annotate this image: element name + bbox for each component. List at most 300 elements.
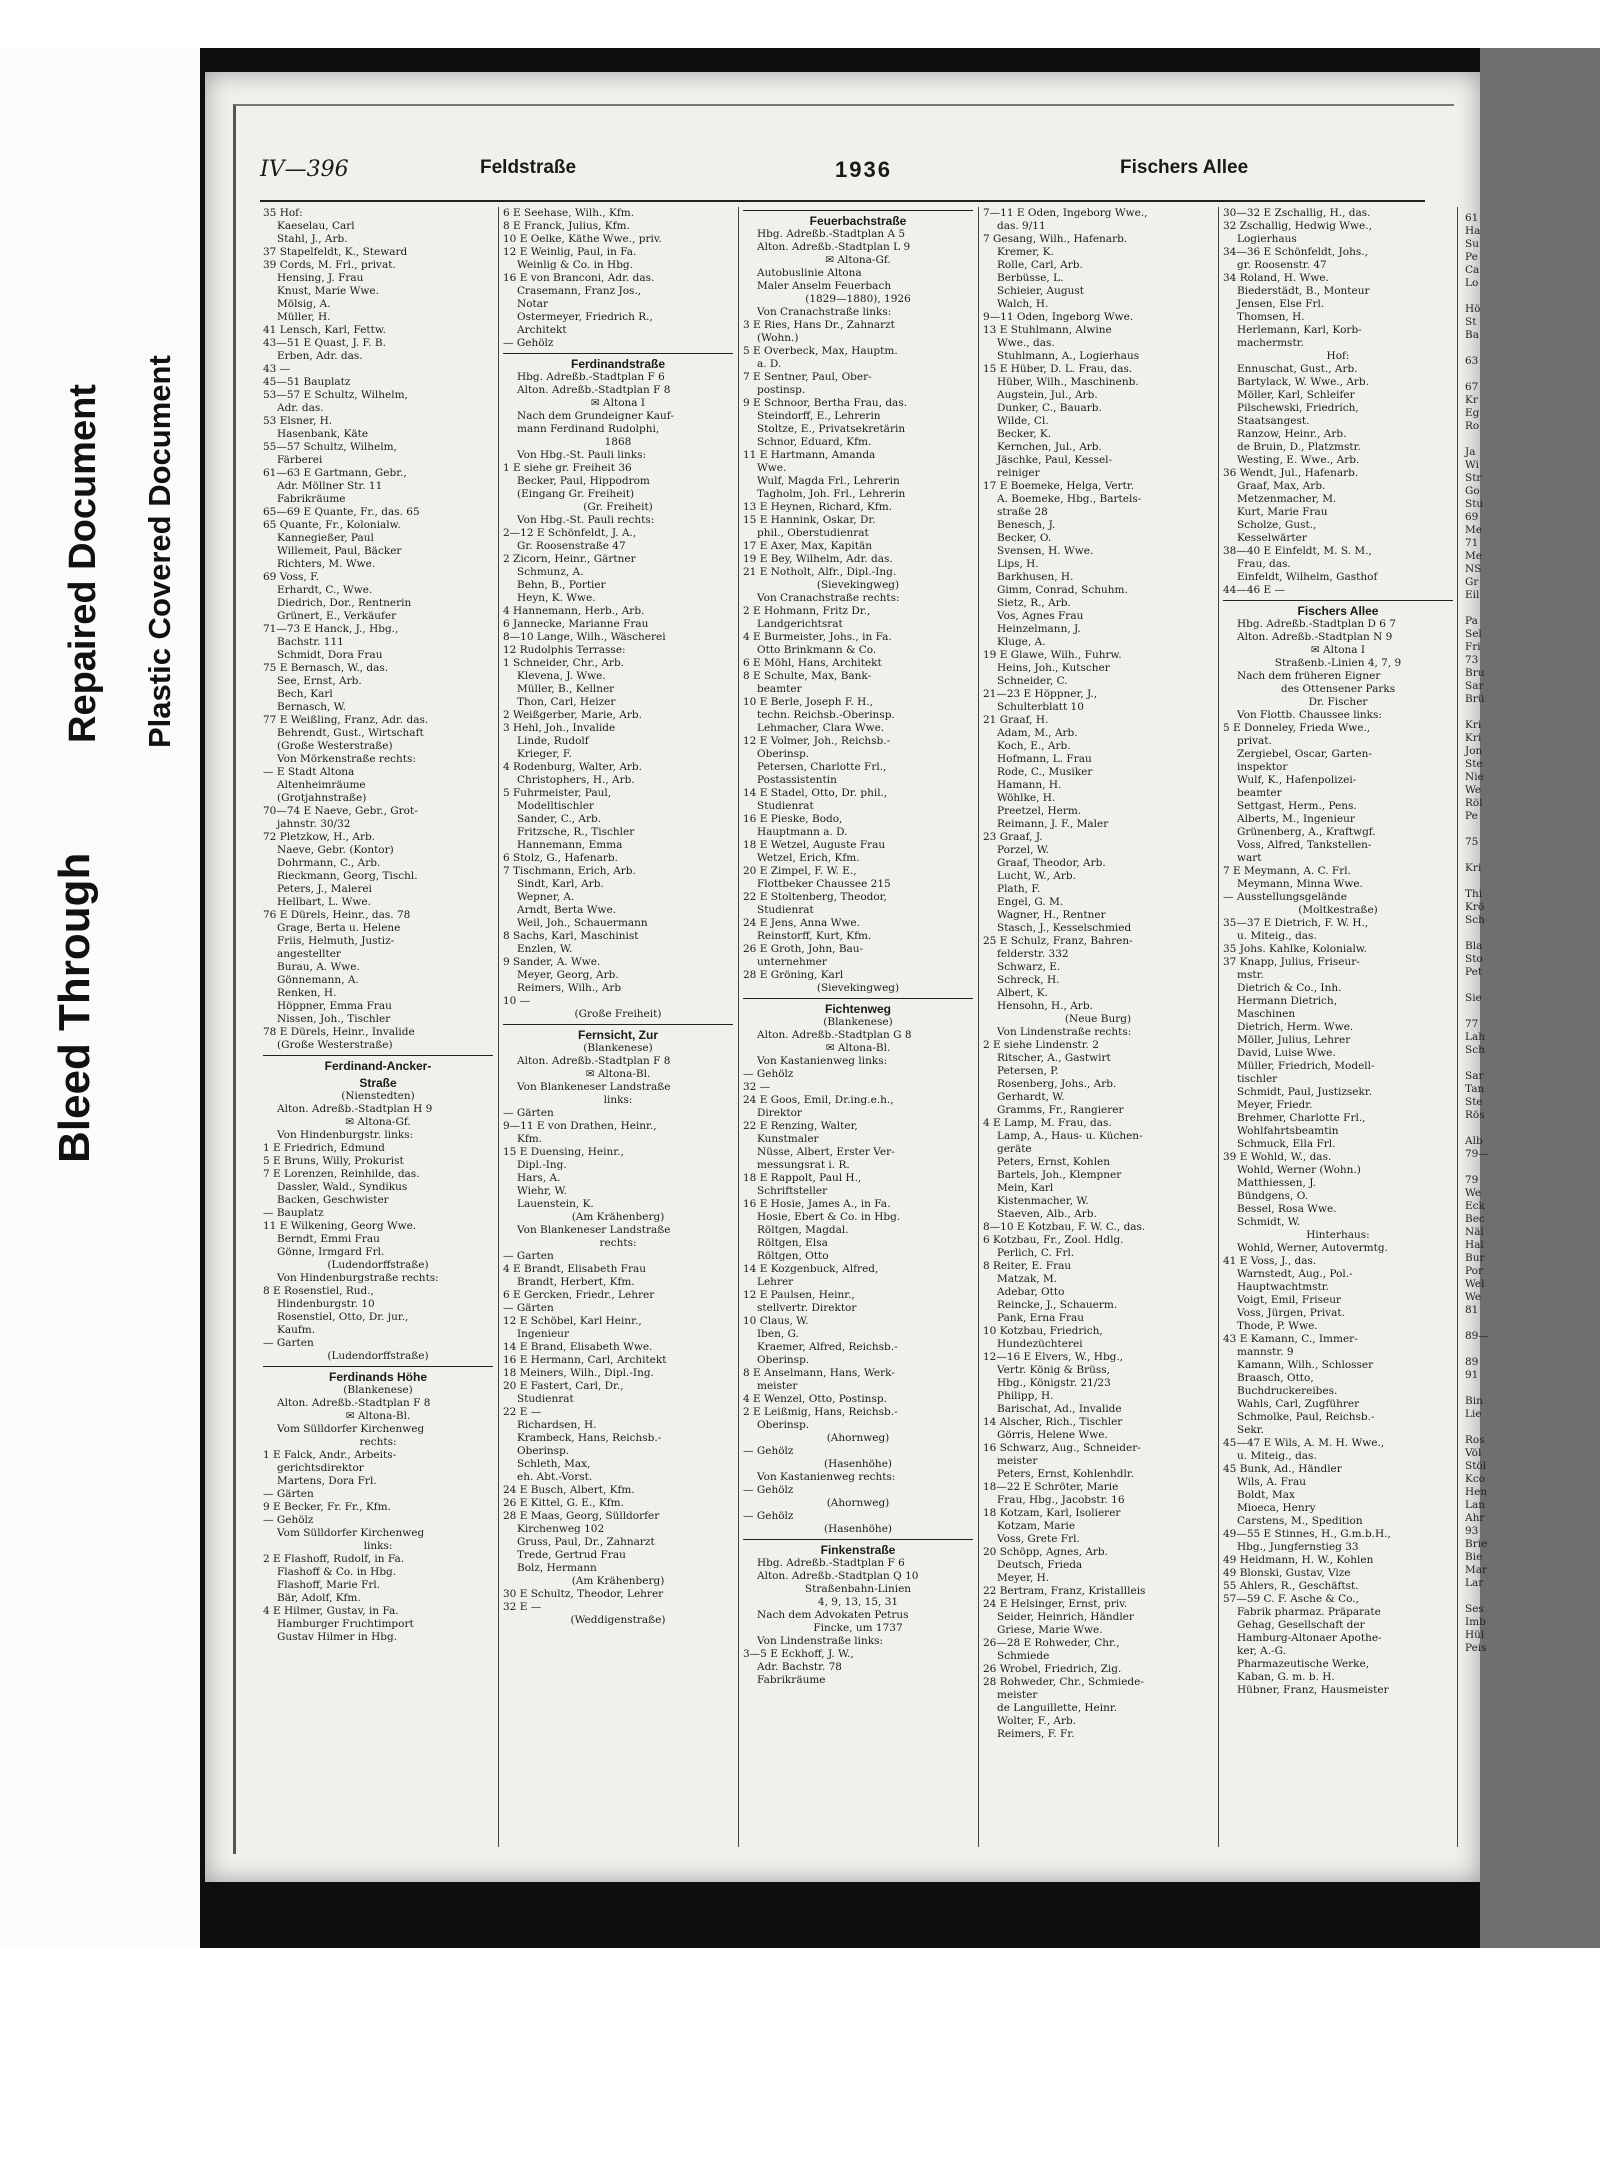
house-number-entry: 8—10 Lange, Wilh., Wäscherei [503,631,666,643]
adjacent-fragment: Wi [1465,459,1479,471]
adjacent-fragment: Me [1465,550,1482,562]
resident-entry: Wagner, H., Rentner [997,909,1106,921]
resident-entry: Röltgen, Otto [757,1250,829,1262]
resident-entry: Von Lindenstraße rechts: [997,1026,1132,1038]
resident-entry: Koch, E., Arb. [997,740,1071,752]
resident-entry: Otto Brinkmann & Co. [757,644,877,656]
house-number-entry: 19 E Bey, Wilhelm, Adr. das. [743,553,893,565]
house-number-entry: 18 Meiners, Wilh., Dipl.-Ing. [503,1367,654,1379]
adjacent-fragment: Thi [1465,888,1483,900]
adjacent-fragment: Pe [1465,251,1478,263]
house-number-entry: — Gehölz [263,1514,314,1526]
resident-entry: Von Flottb. Chaussee links: [1237,709,1382,721]
resident-entry: de Bruin, D., Platzmstr. [1237,441,1361,453]
directory-note: Dr. Fischer [1308,696,1368,708]
adjacent-fragment [1465,342,1525,355]
house-number-entry: 12 E Schöbel, Karl Heinr., [503,1315,642,1327]
resident-entry: Steindorff, E., Lehrerin [757,410,881,422]
resident-entry: Ostermeyer, Friedrich R., [517,311,653,323]
resident-entry: Grage, Berta u. Helene [277,922,401,934]
resident-entry: Von Kastanienweg rechts: [757,1471,896,1483]
house-number-entry: 16 E Hermann, Carl, Architekt [503,1354,667,1366]
directory-note: Straßenb.-Linien 4, 7, 9 [1274,657,1402,669]
house-number-entry: 8 Reiter, E. Frau [983,1260,1072,1272]
house-number-entry: 22 E Stoltenberg, Theodor, [743,891,887,903]
resident-entry: Wwe., das. [997,337,1055,349]
directory-note: 4, 9, 13, 15, 31 [817,1596,899,1608]
adjacent-fragment: Stöl [1465,1460,1487,1472]
resident-entry: Kistenmacher, W. [997,1195,1089,1207]
resident-entry: Frau, das. [1237,558,1291,570]
adjacent-fragment: 93 [1465,1525,1479,1537]
house-number-entry: 70—74 E Naeve, Gebr., Grot- [263,805,418,817]
house-number-entry: 13 E Heynen, Richard, Kfm. [743,501,893,513]
resident-entry: Krieger, F. [517,748,572,760]
house-number-entry: 45 Bunk, Ad., Händler [1223,1463,1342,1475]
resident-entry: meister [997,1455,1038,1467]
adjacent-fragment: Peis [1465,1642,1487,1654]
directory-note: ✉ Altona-Bl. [585,1068,651,1080]
resident-entry: Wetzel, Erich, Kfm. [757,852,860,864]
resident-entry: Schmuck, Ella Frl. [1237,1138,1336,1150]
directory-note: 1868 [604,436,632,448]
house-number-entry: 1 Schneider, Chr., Arb. [503,657,625,669]
resident-entry: Müller, Friedrich, Modell- [1237,1060,1375,1072]
adjacent-fragment: Lan [1465,1499,1485,1511]
resident-entry: Hosie, Ebert & Co. in Hbg. [757,1211,901,1223]
directory-note: (Sievekingweg) [816,579,900,591]
resident-entry: Krambeck, Hans, Reichsb.- [517,1432,662,1444]
house-number-entry: 55 Ahlers, R., Geschäftst. [1223,1580,1359,1592]
adjacent-fragment: Gr [1465,576,1479,588]
street-heading: Finkenstraße [820,1544,896,1557]
resident-entry: Arndt, Berta Wwe. [517,904,617,916]
resident-entry: Hbg. Adreßb.-Stadtplan A 5 [757,228,906,240]
house-number-entry: 20 E Fastert, Carl, Dr., [503,1380,624,1392]
resident-entry: Adebar, Otto [997,1286,1065,1298]
house-number-entry: 24 E Jens, Anna Wwe. [743,917,860,929]
adjacent-fragment [1465,290,1525,303]
house-number-entry: 36 Wendt, Jul., Hafenarb. [1223,467,1359,479]
resident-entry: Fritzsche, R., Tischler [517,826,635,838]
section-rule [743,1539,973,1540]
resident-entry: Schieier, August [997,285,1084,297]
house-number-entry: 24 E Goos, Emil, Dr.ing.e.h., [743,1094,894,1106]
resident-entry: unternehmer [757,956,827,968]
resident-entry: Schmolke, Paul, Reichsb.- [1237,1411,1375,1423]
resident-entry: Hamann, H. [997,779,1062,791]
resident-entry: Dipl.-Ing. [517,1159,567,1171]
adjacent-fragment: Bur [1465,1252,1485,1264]
adjacent-fragment [1465,1590,1525,1603]
house-number-entry: 12 E Weinlig, Paul, in Fa. [503,246,637,258]
adjacent-fragment: Bie [1465,1551,1483,1563]
resident-entry: Studienrat [757,800,814,812]
adjacent-fragment: NS [1465,563,1482,575]
resident-entry: Alton. Adreßb.-Stadtplan H 9 [277,1103,433,1115]
adjacent-fragment: Sch [1465,914,1485,926]
resident-entry: Seider, Heinrich, Händler [997,1611,1134,1623]
house-number-entry: — Gehölz [503,337,554,349]
resident-entry: Schulterblatt 10 [997,701,1084,713]
resident-entry: Scholze, Gust., [1237,519,1317,531]
adjacent-fragment [1465,1057,1525,1070]
house-number-entry: 43 E Kamann, C., Immer- [1223,1333,1358,1345]
resident-entry: Berbüsse, L. [997,272,1064,284]
adjacent-fragment: Str [1465,472,1482,484]
resident-entry: Richardsen, H. [517,1419,597,1431]
resident-entry: Hbg., Königstr. 21/23 [997,1377,1111,1389]
resident-entry: u. Miteig., das. [1237,1450,1317,1462]
resident-entry: jahnstr. 30/32 [277,818,351,830]
adjacent-fragment: Brü [1465,693,1485,705]
resident-entry: Schleth, Max, [517,1458,591,1470]
adjacent-fragment: Pe [1465,810,1478,822]
adjacent-fragment [1465,927,1525,940]
resident-entry: Berndt, Emmi Frau [277,1233,380,1245]
directory-note: ✉ Altona I [1310,644,1366,656]
resident-entry: David, Luise Wwe. [1237,1047,1336,1059]
adjacent-fragment [1465,1122,1525,1135]
directory-note: (Blankenese) [583,1042,653,1054]
house-number-entry: 17 E Boemeke, Helga, Vertr. [983,480,1135,492]
adjacent-fragment: 77 [1465,1018,1479,1030]
resident-entry: (Wohn.) [757,332,799,344]
resident-entry: messungsrat i. R. [757,1159,850,1171]
resident-entry: Heins, Joh., Kutscher [997,662,1110,674]
adjacent-fragment: Brie [1465,1538,1488,1550]
house-number-entry: 4 E Lamp, M. Frau, das. [983,1117,1112,1129]
resident-entry: Grünenberg, A., Kraftwgf. [1237,826,1376,838]
resident-entry: Färberei [277,454,323,466]
adjacent-fragment: Tan [1465,1083,1485,1095]
house-number-entry: — Ausstellungsgelände [1223,891,1347,903]
adjacent-fragment: We [1465,1187,1482,1199]
header-street-last: Fischers Allee [1120,157,1249,178]
resident-entry: Nach dem Advokaten Petrus [757,1609,909,1621]
directory-note: ✉ Altona-Bl. [345,1410,411,1422]
house-number-entry: — Gehölz [743,1484,794,1496]
resident-entry: Altenheimräume [277,779,366,791]
resident-entry: Von Blankeneser Landstraße [517,1081,671,1093]
resident-entry: Lehrer [757,1276,794,1288]
resident-entry: reiniger [997,467,1040,479]
adjacent-fragment: 69 [1465,511,1479,523]
directory-note: (Nienstedten) [341,1090,415,1102]
resident-entry: Möller, Karl, Schleifer [1237,389,1355,401]
resident-entry: Brandt, Herbert, Kfm. [517,1276,635,1288]
adjacent-fragment: Krö [1465,901,1485,913]
resident-entry: Alton. Adreßb.-Stadtplan L 9 [757,241,911,253]
house-number-entry: — Gehölz [743,1510,794,1522]
resident-entry: Iben, G. [757,1328,799,1340]
adjacent-fragment [1465,823,1525,836]
adjacent-fragment: Ste [1465,1096,1483,1108]
adjacent-fragment: Hen [1465,1486,1488,1498]
directory-note: (Ahornweg) [826,1497,890,1509]
resident-entry: Adr. das. [277,402,324,414]
resident-entry: mannstr. 9 [1237,1346,1294,1358]
adjacent-fragment: Me [1465,524,1482,536]
adjacent-fragment: 81 [1465,1304,1479,1316]
house-number-entry: 10 E Berle, Joseph F. H., [743,696,874,708]
resident-entry: Adam, M., Arb. [997,727,1078,739]
page-number: IV—396 [260,157,349,182]
adjacent-fragment: Ro [1465,420,1480,432]
adjacent-fragment: Kr [1465,394,1478,406]
resident-entry: Dunker, C., Bauarb. [997,402,1102,414]
house-number-entry: 14 E Brand, Elisabeth Wwe. [503,1341,653,1353]
house-number-entry: 1 E Friedrich, Edmund [263,1142,385,1154]
resident-entry: Gustav Hilmer in Hbg. [277,1631,398,1643]
house-number-entry: — E Stadt Altona [263,766,355,778]
house-number-entry: 10 Claus, W. [743,1315,809,1327]
resident-entry: Boldt, Max [1237,1489,1295,1501]
resident-entry: Graaf, Max, Arb. [1237,480,1326,492]
house-number-entry: 37 Knapp, Julius, Friseur- [1223,956,1360,968]
resident-entry: phil., Oberstudienrat [757,527,869,539]
resident-entry: Gehag, Gesellschaft der [1237,1619,1365,1631]
resident-entry: Griese, Marie Wwe. [997,1624,1103,1636]
house-number-entry: — Gärten [263,1488,314,1500]
resident-entry: Dassler, Wald., Syndikus [277,1181,408,1193]
house-number-entry: 7 E Lorenzen, Reinhilde, das. [263,1168,420,1180]
resident-entry: Brehmer, Charlotte Frl., [1237,1112,1366,1124]
resident-entry: Graaf, Theodor, Arb. [997,857,1106,869]
resident-entry: Mein, Karl [997,1182,1054,1194]
resident-entry: Hauptwachtmstr. [1237,1281,1329,1293]
house-number-entry: 6 E Gercken, Friedr., Lehrer [503,1289,655,1301]
resident-entry: Westing, E. Wwe., Arb. [1237,454,1360,466]
resident-entry: Gimm, Conrad, Schuhm. [997,584,1128,596]
resident-entry: Klevena, J. Wwe. [517,670,606,682]
house-number-entry: 30 E Schultz, Theodor, Lehrer [503,1588,664,1600]
adjacent-fragment: Kri [1465,719,1482,731]
adjacent-fragment: Lo [1465,277,1479,289]
resident-entry: Albert, K. [997,987,1048,999]
house-number-entry: 39 Cords, M. Frl., privat. [263,259,396,271]
house-number-entry: 44—46 E — [1223,584,1286,596]
house-number-entry: 78 E Dürels, Heinr., Invalide [263,1026,415,1038]
house-number-entry: 28 E Gröning, Karl [743,969,844,981]
house-number-entry: 43 — [263,363,291,375]
house-number-entry: — Garten [503,1250,554,1262]
adjacent-fragment: Jon [1465,745,1483,757]
resident-entry: Adr. Bachstr. 78 [757,1661,842,1673]
house-number-entry: 2 Zicorn, Heinr., Gärtner [503,553,636,565]
resident-entry: Röltgen, Elsa [757,1237,828,1249]
resident-entry: Gerhardt, W. [997,1091,1065,1103]
resident-entry: Preetzel, Herm. [997,805,1082,817]
house-number-entry: 9 Sander, A. Wwe. [503,956,601,968]
directory-note: ✉ Altona-Bl. [825,1042,891,1054]
resident-entry: Lucht, W., Arb. [997,870,1076,882]
house-number-entry: 41 E Voss, J., das. [1223,1255,1317,1267]
house-number-entry: 10 — [503,995,531,1007]
directory-note: (Blankenese) [823,1016,893,1028]
adjacent-fragment: Ste [1465,758,1483,770]
resident-entry: Thon, Carl, Heizer [517,696,616,708]
resident-entry: Wohld, Werner (Wohn.) [1237,1164,1361,1176]
resident-entry: Hbg., Jungfernstieg 33 [1237,1541,1359,1553]
resident-entry: Maschinen [1237,1008,1296,1020]
resident-entry: Gruss, Paul, Dr., Zahnarzt [517,1536,655,1548]
adjacent-fragment [1465,1343,1525,1356]
resident-entry: Nüsse, Albert, Erster Ver- [757,1146,895,1158]
house-number-entry: 5 E Donneley, Frieda Wwe., [1223,722,1371,734]
resident-entry: Von Hindenburgstr. links: [277,1129,414,1141]
resident-entry: Benesch, J. [997,519,1056,531]
resident-entry: eh. Abt.-Vorst. [517,1471,593,1483]
directory-note: (Moltkestraße) [1298,904,1378,916]
stamp-bleed-through: Bleed Through [50,852,99,1163]
resident-entry: Tagholm, Joh. Frl., Lehrerin [757,488,906,500]
street-heading: Ferdinand-Ancker- [324,1060,432,1073]
adjacent-fragment: Hö [1465,303,1481,315]
header-year: 1936 [835,157,892,182]
adjacent-fragment: Näl [1465,1226,1484,1238]
resident-entry: Architekt [517,324,567,336]
resident-entry: Staatsangest. [1237,415,1310,427]
adjacent-fragment: Sch [1465,1044,1485,1056]
resident-entry: Hamburger Fruchtimport [277,1618,414,1630]
resident-entry: Knust, Marie Wwe. [277,285,379,297]
resident-entry: Lips, H. [997,558,1039,570]
directory-note: (Hasenhöhe) [823,1458,893,1470]
column-4 [983,207,1213,1741]
house-number-entry: 35 Hof: [263,207,303,219]
house-number-entry: 16 E Pieske, Bodo, [743,813,843,825]
house-number-entry: 4 E Hilmer, Gustav, in Fa. [263,1605,399,1617]
resident-entry: Von Cranachstraße links: [757,306,892,318]
adjacent-fragment: Ahr [1465,1512,1485,1524]
resident-entry: Fabrikräume [757,1674,826,1686]
house-number-entry: 55—57 Schultz, Wilhelm, [263,441,397,453]
house-number-entry: 3 Hehl, Joh., Invalide [503,722,616,734]
resident-entry: straße 28 [997,506,1048,518]
house-number-entry: 18 E Rappolt, Paul H., [743,1172,862,1184]
resident-entry: Reimers, F. Fr. [997,1728,1075,1740]
section-rule [503,1024,733,1025]
resident-entry: Hüber, Wilh., Maschinenb. [997,376,1139,388]
adjacent-fragment: Wel [1465,1278,1485,1290]
resident-entry: Bech, Karl [277,688,333,700]
house-number-entry: 16 Schwarz, Aug., Schneider- [983,1442,1141,1454]
house-number-entry: 14 Alscher, Rich., Tischler [983,1416,1123,1428]
house-number-entry: 7 E Sentner, Paul, Ober- [743,371,872,383]
resident-entry: Wils, A. Frau [1237,1476,1306,1488]
adjacent-fragment: 75 [1465,836,1479,848]
directory-note: ✉ Altona I [590,397,646,409]
resident-entry: Hbg. Adreßb.-Stadtplan F 6 [517,371,665,383]
directory-note: Hinterhaus: [1306,1229,1370,1241]
adjacent-fragment: Sto [1465,953,1483,965]
stamp-repaired-document: Repaired Document [62,384,104,743]
resident-entry: tischler [1237,1073,1278,1085]
adjacent-fragment: 61 [1465,212,1479,224]
resident-entry: geräte [997,1143,1032,1155]
street-heading: Straße [359,1077,397,1090]
house-number-entry: 15 E Hannink, Oskar, Dr. [743,514,876,526]
house-number-entry: 6 E Seehase, Wilh., Kfm. [503,207,635,219]
street-heading: Feuerbachstraße [809,215,907,228]
stamp-strip [0,48,200,1948]
adjacent-fragment [1465,1161,1525,1174]
adjacent-fragment: Alb [1465,1135,1483,1147]
house-number-entry: 22 E Renzing, Walter, [743,1120,858,1132]
adjacent-fragment: Hül [1465,1629,1485,1641]
resident-entry: Hofmann, L. Frau [997,753,1092,765]
column-divider [498,207,499,1847]
adjacent-fragment [1465,1421,1525,1434]
resident-entry: Nach dem früheren Eigner [1237,670,1381,682]
resident-entry: Mölsig, A. [277,298,331,310]
adjacent-fragment [1465,979,1525,992]
house-number-entry: 2 E siehe Lindenstr. 2 [983,1039,1099,1051]
house-number-entry: 39 E Wohld, W., das. [1223,1151,1332,1163]
resident-entry: Röltgen, Magdal. [757,1224,849,1236]
resident-entry: Kamann, Wilh., Schlosser [1237,1359,1374,1371]
resident-entry: Hbg. Adreßb.-Stadtplan F 6 [757,1557,905,1569]
house-number-entry: 7 Gesang, Wilh., Hafenarb. [983,233,1128,245]
resident-entry: Wulf, K., Hafenpolizei- [1237,774,1357,786]
house-number-entry: 2 E Leißmig, Hans, Reichsb.- [743,1406,898,1418]
resident-entry: Bolz, Hermann [517,1562,597,1574]
resident-entry: Wilde, Cl. [997,415,1049,427]
directory-note: rechts: [599,1237,637,1249]
resident-entry: Kaban, G. m. b. H. [1237,1671,1335,1683]
resident-entry: Rosenberg, Johs., Arb. [997,1078,1117,1090]
house-number-entry: 8 E Schulte, Max, Bank- [743,670,872,682]
resident-entry: Schnor, Eduard, Kfm. [757,436,872,448]
resident-entry: Dohrmann, C., Arb. [277,857,381,869]
resident-entry: Ennuschat, Gust., Arb. [1237,363,1358,375]
resident-entry: Gönnemann, A. [277,974,359,986]
resident-entry: Erhardt, C., Wwe. [277,584,373,596]
house-number-entry: 22 E — [503,1406,542,1418]
adjacent-fragment: Ja [1465,446,1476,458]
house-number-entry: 8 E Anselmann, Hans, Werk- [743,1367,895,1379]
resident-entry: Oberinsp. [517,1445,570,1457]
house-number-entry: 1 E siehe gr. Freiheit 36 [503,462,632,474]
resident-entry: Petersen, P. [997,1065,1059,1077]
resident-entry: Plath, F. [997,883,1041,895]
house-number-entry: 3—5 E Eckhoff, J. W., [743,1648,854,1660]
house-number-entry: 23 Graaf, J. [983,831,1043,843]
adjacent-fragment: Rös [1465,1109,1485,1121]
resident-entry: privat. [1237,735,1272,747]
resident-entry: Reimers, Wilh., Arb [517,982,622,994]
adjacent-fragment: Pa [1465,615,1478,627]
house-number-entry: 7 E Meymann, A. C. Frl. [1223,865,1351,877]
adjacent-fragment: Eg [1465,407,1480,419]
directory-note: Straßenbahn-Linien [804,1583,912,1595]
house-number-entry: 8 E Franck, Julius, Kfm. [503,220,630,232]
adjacent-fragment: Sar [1465,680,1484,692]
house-number-entry: 12 Rudolphis Terrasse: [503,644,626,656]
resident-entry: Meymann, Minna Wwe. [1237,878,1363,890]
house-number-entry: 12 E Paulsen, Heinr., [743,1289,855,1301]
house-number-entry: 8 E Rosenstiel, Rud., [263,1285,374,1297]
resident-entry: Becker, K. [997,428,1052,440]
resident-entry: Wulf, Magda Frl., Lehrerin [757,475,900,487]
adjacent-fragment: Bin [1465,1395,1483,1407]
house-number-entry: 26 E Groth, John, Bau- [743,943,864,955]
directory-note: (Gr. Freiheit) [583,501,653,513]
adjacent-fragment: 89 [1465,1356,1479,1368]
resident-entry: Kannegießer, Paul [277,532,374,544]
house-number-entry: 25 E Schulz, Franz, Bahren- [983,935,1133,947]
